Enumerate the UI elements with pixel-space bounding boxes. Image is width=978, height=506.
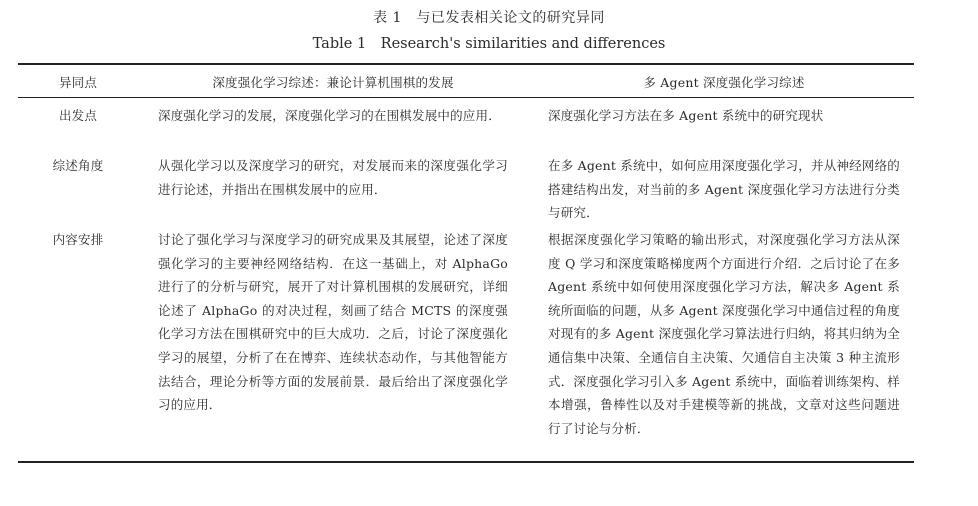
header-paper-multiagent-survey: 多 Agent 深度强化学习综述 [643,75,805,90]
table-top-rule [18,63,914,65]
row-starting-point-col2: 深度强化学习的发展，深度强化学习的在围棋发展中的应用． [158,108,501,123]
row-label-review-perspective: 综述角度 [52,158,104,173]
table-header-rule [18,97,914,98]
row-label-starting-point: 出发点 [58,108,98,123]
header-aspect: 异同点 [58,75,98,90]
row-starting-point-col3: 深度强化学习方法在多 Agent 系统中的研究现状 [548,108,824,123]
header-paper-go-survey: 深度强化学习综述：兼论计算机围棋的发展 [212,75,454,90]
row-content-arrangement-col3: 根据深度强化学习策略的输出形式，对深度强化学习方法从深度 Q 学习和深度策略梯度两个方面进行介绍．之后讨论了在多 Agent 系统中如何使用深度强化学习方法，解决多 Agent 系统所面临的问题，从多 Agent 深度强化学习中通信过程的角度对现有的多 Agent 深度强化学习算法进行归纳，将其归纳为全通信集中决策、全通信自主决策、欠通信自主决策 3 种主流形式．深度强化学习引入多 Agent 系统中，面临着训练架构、样本增强，鲁棒性以及对手建模等新的挑战，文章对这些问题进行了讨论与分析． [548,232,900,436]
table-caption-english: Table 1 Research's similarities and differences [312,36,666,52]
table-bottom-rule [18,461,914,463]
row-content-arrangement-col2: 讨论了强化学习与深度学习的研究成果及其展望，论述了深度强化学习的主要神经网络结构．在这一基础上，对 AlphaGo 进行了的分析与研究，展开了对计算机围棋的发展研究，详细论述了 AlphaGo 的对决过程，刻画了结合 MCTS 的深度强化学习方法在围棋研究中的巨大成功．之后，讨论了深度强化学习的展望，分析了在在博弈、连续状态动作，与其他智能方法结合，理论分析等方面的发展前景．最后给出了深度强化学习的应用． [158,232,508,413]
table-caption-chinese: 表 1 与已发表相关论文的研究异同 [373,10,605,26]
row-review-perspective-col3: 在多 Agent 系统中，如何应用深度强化学习，并从神经网络的搭建结构出发，对当前的多 Agent 深度强化学习方法进行分类与研究． [548,158,900,221]
row-label-content-arrangement: 内容安排 [52,232,104,247]
row-review-perspective-col2: 从强化学习以及深度学习的研究，对发展而来的深度强化学习进行论述，并指出在围棋发展中的应用． [158,158,508,197]
